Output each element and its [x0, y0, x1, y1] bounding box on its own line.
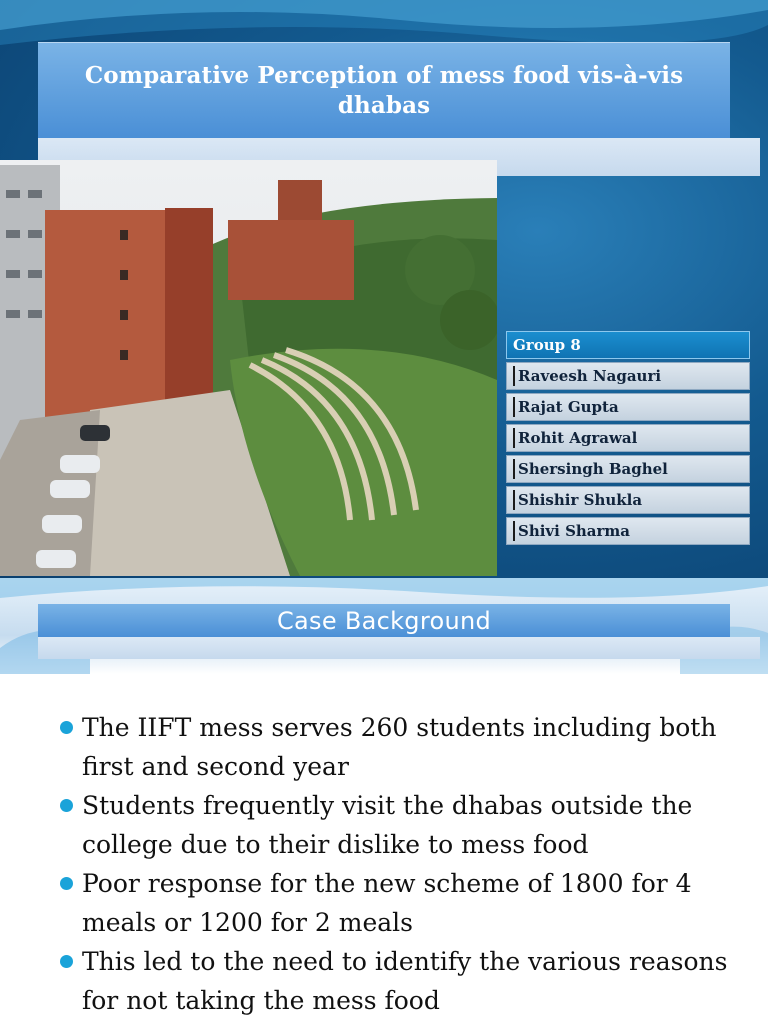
bullet-item: [60, 786, 750, 864]
member-name: Shivi Sharma: [518, 522, 631, 540]
bullet-item: [60, 864, 750, 942]
bullet-text: The IIFT mess serves 260 students including both first and second year: [82, 713, 717, 781]
bullet-text: Poor response for the new scheme of 1800 for 4 meals or 1200 for 2 meals: [82, 869, 692, 937]
slide-title: Comparative Perception of mess food vis-à-vis dhabas: [84, 61, 684, 119]
member-name: Shersingh Baghel: [518, 460, 668, 478]
group-member: [506, 455, 750, 483]
bullet-list: [60, 708, 750, 1020]
member-name: Rohit Agrawal: [518, 429, 638, 447]
group-member-list: [506, 331, 750, 548]
campus-photo: [0, 160, 497, 576]
member-name: Rajat Gupta: [518, 398, 619, 416]
group-member: [506, 362, 750, 390]
group-header: Group 8: [506, 331, 750, 359]
bullet-icon: [60, 721, 73, 734]
case-heading-strip: [38, 637, 760, 659]
title-banner: [38, 42, 730, 138]
case-heading: Case Background: [276, 606, 492, 635]
member-name: Raveesh Nagauri: [518, 367, 662, 385]
bullet-icon: [60, 799, 73, 812]
group-member: [506, 424, 750, 452]
bullet-item: [60, 942, 750, 1020]
group-member: [506, 393, 750, 421]
case-heading-banner: [38, 604, 730, 637]
bullet-item: [60, 708, 750, 786]
bullet-text: Students frequently visit the dhabas outside the college due to their dislike to mess food: [82, 791, 693, 859]
bullet-icon: [60, 955, 73, 968]
bullet-icon: [60, 877, 73, 890]
group-member: [506, 486, 750, 514]
bullet-text: This led to the need to identify the various reasons for not taking the mess food: [82, 947, 728, 1015]
member-name: Shishir Shukla: [518, 491, 643, 509]
group-member: [506, 517, 750, 545]
